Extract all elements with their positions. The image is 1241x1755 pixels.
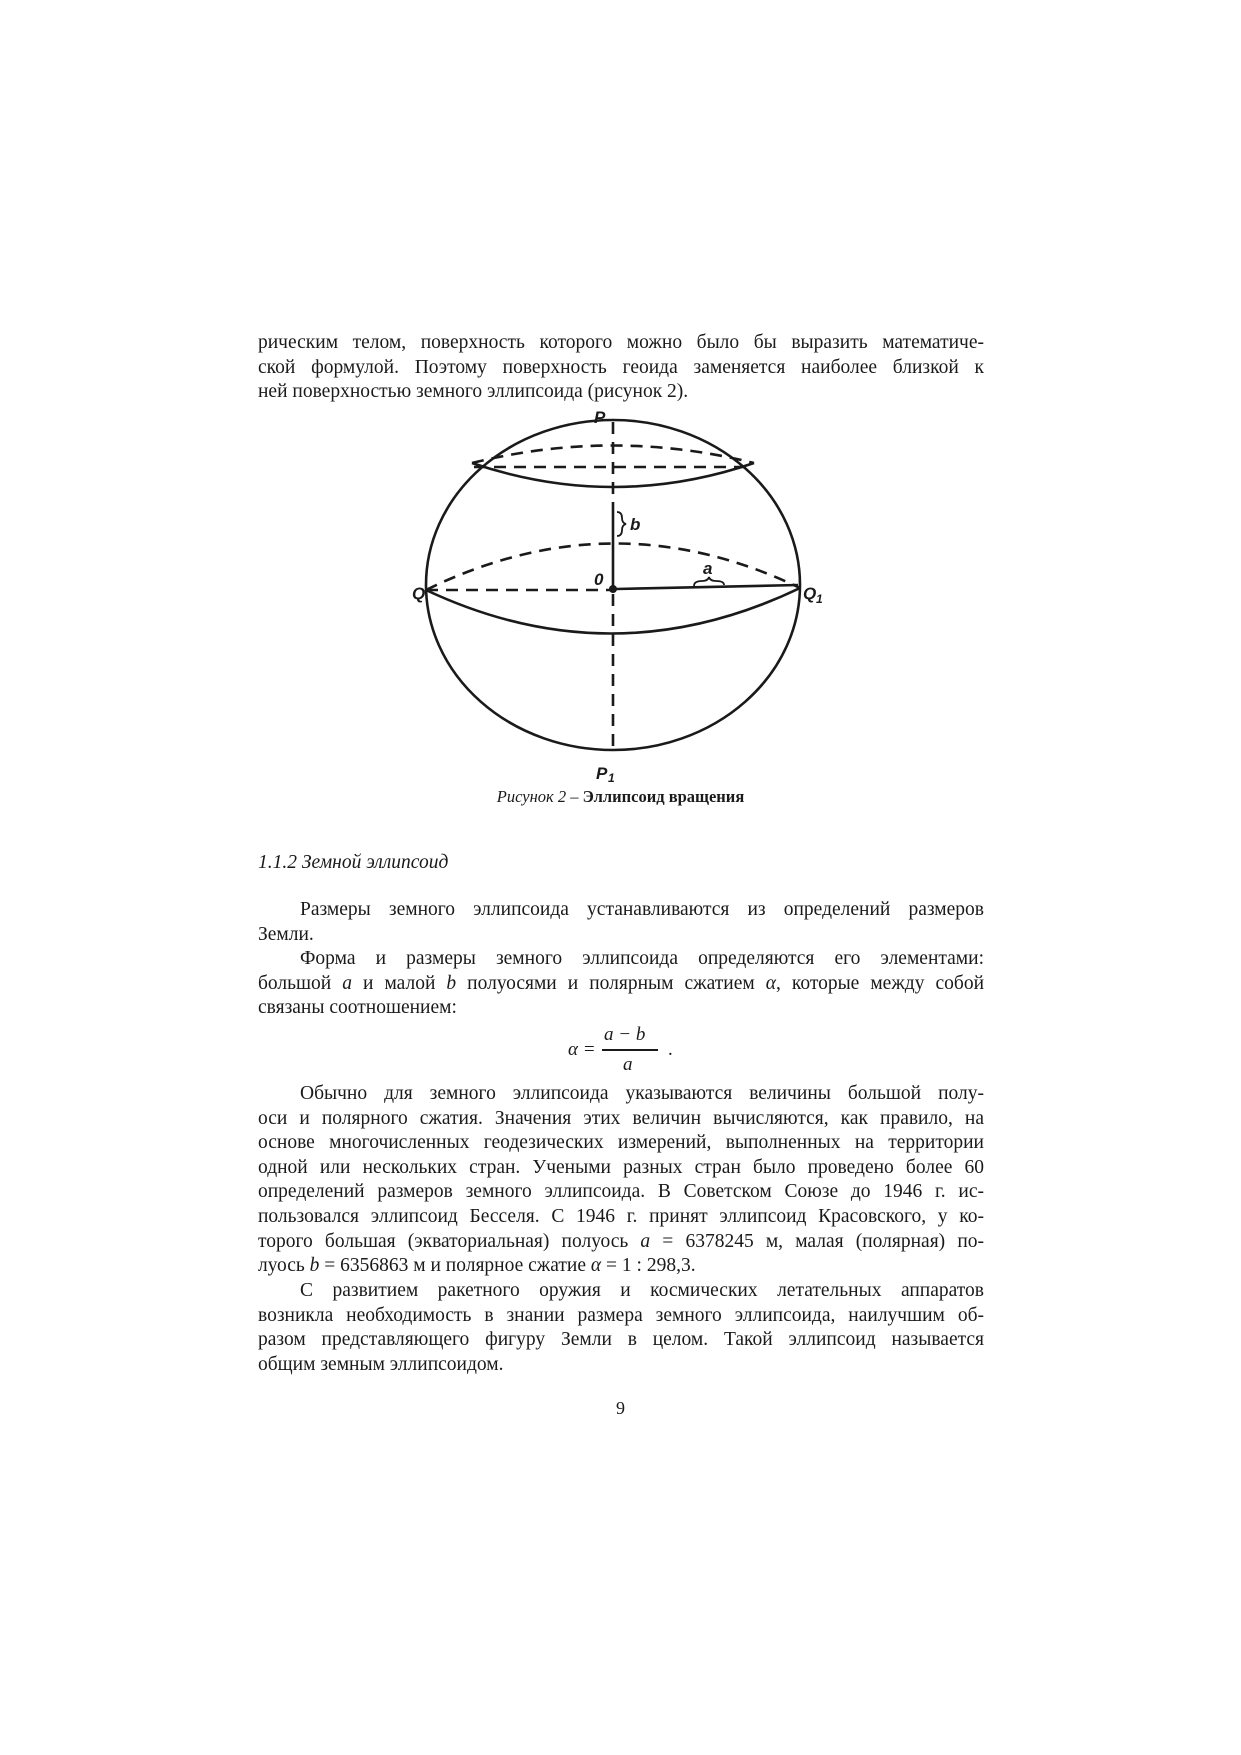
paragraph-3-line-7 xyxy=(258,1230,984,1255)
p3-l8-var-b: b xyxy=(309,1255,320,1277)
flattening-formula xyxy=(568,1024,688,1080)
figure-caption-title: Эллипсоид вращения xyxy=(582,787,745,806)
intro-line-3: ней поверхностью земного эллипсоида (рисунок 2). xyxy=(258,381,689,403)
figure-caption xyxy=(0,787,1241,807)
paragraph-1-line-2: Земли. xyxy=(258,923,314,945)
paragraph-3-line-1: Обычно для земного эллипсоида указываются величины большой полу- xyxy=(300,1083,984,1104)
label-p1: P xyxy=(596,764,608,783)
paragraph-3-line-4: одной или нескольких стран. Учеными разных стран было проведено более 60 xyxy=(258,1156,984,1178)
page-number: 9 xyxy=(616,1398,625,1418)
p2-var-a: a xyxy=(342,972,352,994)
p3-l8-a: луось xyxy=(258,1255,310,1277)
section-heading: 1.1.2 Земной эллипсоид xyxy=(258,852,449,873)
paragraph-1 xyxy=(258,898,984,947)
paragraph-3-line-5: определений размеров земного эллипсоида. В Советском Союзе до 1946 г. ис- xyxy=(258,1181,984,1203)
paragraph-2-line-3: связаны соотношением: xyxy=(258,997,457,1019)
label-a: a xyxy=(703,559,713,578)
p2-text-b: и малой xyxy=(352,972,447,994)
p3-l7-var-a: a xyxy=(640,1230,651,1252)
formula-fraction-bar xyxy=(602,1049,658,1051)
ellipsoid-figure xyxy=(412,408,824,784)
paragraph-1-line-1: Размеры земного эллипсоида устанавливаются из определений размеров xyxy=(300,899,984,920)
b-brace xyxy=(617,512,626,536)
paragraph-4-line-1: С развитием ракетного оружия и космических летательных аппаратов xyxy=(300,1280,984,1301)
p2-var-alpha: α xyxy=(765,972,776,994)
paragraph-3-line-2: оси и полярного сжатия. Значения этих величин вычисляются, как правило, на xyxy=(258,1107,984,1129)
formula-dot: . xyxy=(668,1039,673,1060)
paragraph-3-line-3: основе многочисленных геодезических измерений, выполненных на территории xyxy=(258,1132,984,1154)
p3-l7-a: торого большая (экваториальная) полуось xyxy=(258,1230,641,1252)
intro-paragraph xyxy=(258,331,984,405)
paragraph-3 xyxy=(258,1082,984,1279)
label-p1-sub: 1 xyxy=(608,771,615,784)
formula-numerator: a − b xyxy=(604,1024,646,1045)
a-brace xyxy=(694,577,724,586)
p2-text-c: полуосями и полярным сжатием xyxy=(456,972,766,994)
paragraph-2 xyxy=(258,947,984,1021)
paragraph-2-line-1: Форма и размеры земного эллипсоида определяются его элементами: xyxy=(300,948,984,969)
label-b: b xyxy=(630,515,641,534)
label-q1: Q xyxy=(803,584,817,603)
p2-text-d: , которые между собой xyxy=(775,972,985,994)
label-q: Q xyxy=(412,584,426,603)
center-point xyxy=(609,585,617,593)
p3-l8-b: = 6356863 м и полярное сжатие xyxy=(319,1255,591,1277)
p3-l8-var-alpha: α xyxy=(590,1255,602,1277)
p3-l7-b: = 6378245 м, малая (полярная) по- xyxy=(650,1230,984,1252)
figure-caption-number: Рисунок 2 – xyxy=(496,787,579,806)
formula-lhs: α = xyxy=(568,1039,596,1060)
paragraph-4-line-4: общим земным эллипсоидом. xyxy=(258,1353,504,1375)
p2-var-b: b xyxy=(446,972,457,994)
paragraph-3-line-8 xyxy=(258,1254,984,1279)
paragraph-2-line-2 xyxy=(258,972,984,997)
intro-line-1: рическим телом, поверхность которого можно было бы выразить математиче- xyxy=(258,332,984,353)
p3-l8-c: = 1 : 298,3. xyxy=(601,1255,696,1277)
paragraph-4-line-2: возникла необходимость в знании размера земного эллипсоида, наилучшим об- xyxy=(258,1304,984,1326)
formula-denominator: a xyxy=(623,1054,633,1075)
paragraph-3-line-6: пользовался эллипсоид Бесселя. С 1946 г. принят эллипсоид Красовского, у ко- xyxy=(258,1205,984,1227)
semi-major-axis-a xyxy=(616,585,798,589)
intro-line-2: ской формулой. Поэтому поверхность геоида заменяется наиболее близкой к xyxy=(258,356,984,378)
paragraph-4-line-3: разом представляющего фигуру Земли в целом. Такой эллипсоид называется xyxy=(258,1329,984,1351)
label-q1-sub: 1 xyxy=(816,592,823,606)
label-p: P xyxy=(594,408,606,427)
p2-text-a: большой xyxy=(258,972,343,994)
label-o: 0 xyxy=(594,570,604,589)
paragraph-4 xyxy=(258,1279,984,1377)
